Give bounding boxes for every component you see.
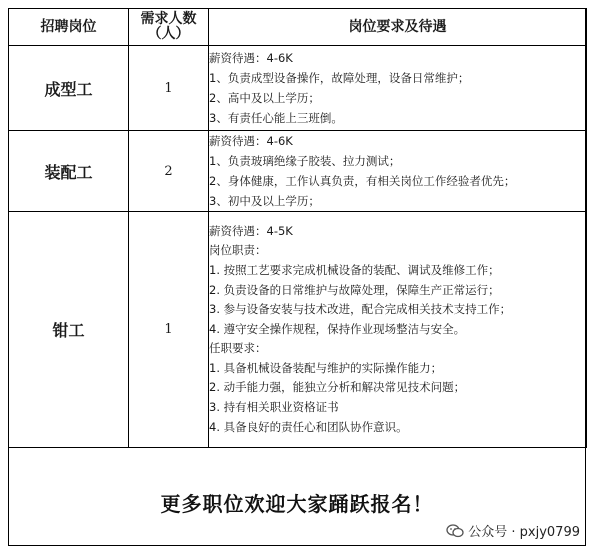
requirement-line: 1、负责成型设备操作，故障处理，设备日常维护；	[209, 71, 470, 85]
requirement-line: 4. 遵守安全操作规程，保持作业现场整洁与安全。	[209, 321, 466, 336]
table-row	[9, 131, 587, 212]
requirement-line: 2. 负责设备的日常维护与故障处理，保障生产正常运行；	[209, 282, 500, 297]
table-header-row	[9, 9, 587, 46]
header-position: 招聘岗位	[9, 9, 129, 46]
requirement-line: 1、负责玻璃绝缘子胶装、拉力测试；	[209, 154, 401, 168]
recruitment-slogan: 更多职位欢迎大家踊跃报名！	[160, 492, 434, 516]
job-count: 1	[129, 212, 209, 448]
requirement-line: 薪资待遇：4-6K	[209, 51, 293, 65]
watermark-text: 公众号 · pxjy0799	[468, 525, 580, 540]
table-row	[9, 46, 587, 131]
requirement-line: 2、身体健康，工作认真负责，有相关岗位工作经验者优先；	[209, 174, 516, 188]
table-row	[9, 212, 587, 448]
requirement-line: 薪资待遇：4-5K	[209, 223, 293, 238]
header-count-line1: 需求人数	[140, 11, 197, 27]
wechat-icon	[446, 524, 464, 538]
requirement-line: 3、有责任心能上三班倒。	[209, 111, 343, 125]
header-count	[129, 9, 209, 46]
requirement-line: 岗位职责：	[209, 243, 267, 258]
requirement-line: 1. 具备机械设备装配与维护的实际操作能力；	[209, 360, 443, 375]
wechat-watermark	[446, 521, 580, 540]
requirement-line: 3. 参与设备安装与技术改进，配合完成相关技术支持工作；	[209, 302, 512, 317]
header-count-line2: （人）	[147, 26, 190, 42]
requirement-line: 3. 持有相关职业资格证书	[209, 400, 339, 415]
job-count: 1	[129, 46, 209, 131]
requirement-line: 薪资待遇：4-6K	[209, 134, 293, 148]
requirement-line: 2、高中及以上学历；	[209, 91, 320, 105]
job-position: 装配工	[9, 131, 129, 212]
requirement-line: 3、初中及以上学历；	[209, 194, 320, 208]
job-position: 钳工	[9, 212, 129, 448]
footer-banner	[8, 473, 586, 546]
job-requirements	[209, 212, 587, 448]
job-table	[8, 8, 587, 448]
job-position: 成型工	[9, 46, 129, 131]
requirement-line: 4. 具备良好的责任心和团队协作意识。	[209, 419, 408, 434]
header-requirements: 岗位要求及待遇	[209, 9, 587, 46]
requirement-line: 任职要求：	[209, 341, 267, 356]
requirement-line: 2. 动手能力强，能独立分析和解决常见技术问题；	[209, 380, 466, 395]
job-requirements	[209, 131, 587, 212]
requirement-line: 1. 按照工艺要求完成机械设备的装配、调试及维修工作；	[209, 262, 500, 277]
job-count: 2	[129, 131, 209, 212]
job-requirements	[209, 46, 587, 131]
